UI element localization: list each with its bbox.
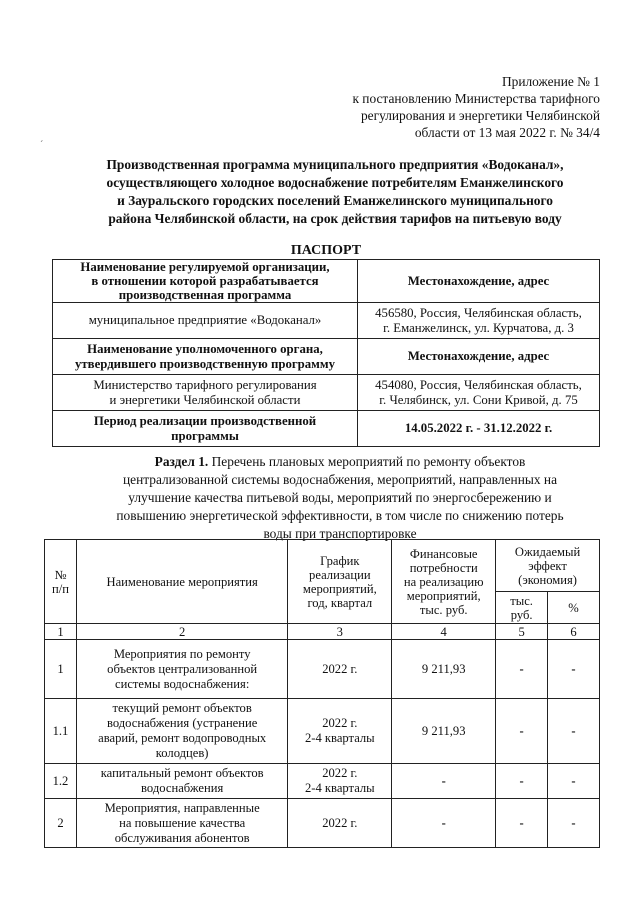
column-number: 4: [392, 624, 496, 640]
passport-row: [53, 260, 600, 303]
appendix-note: [300, 73, 600, 141]
table-row: [45, 699, 600, 764]
cell-line: производственная программа: [118, 288, 292, 302]
row-effect-rub: -: [496, 699, 548, 764]
cell-line: текущий ремонт объектов: [112, 701, 252, 715]
cell-line: мероприятий,: [406, 588, 481, 603]
cell-line: 2-4 кварталы: [304, 731, 375, 745]
column-number: 3: [288, 624, 392, 640]
cell-line: год, квартал: [307, 595, 373, 610]
row-effect-percent: -: [548, 640, 600, 699]
cell-line: Наименование регулируемой организации,: [80, 260, 330, 274]
cell-line: №: [54, 567, 67, 582]
cell-line: на реализацию: [403, 574, 484, 589]
row-measure-name: [76, 764, 287, 799]
passport-cell-authority-address: [358, 375, 600, 411]
cell-line: 456580, Россия, Челябинская область,: [375, 305, 582, 320]
cell-line: График: [320, 553, 360, 568]
cell-line: Министерство тарифного регулирования: [93, 377, 317, 392]
cell-line: тыс.: [510, 593, 533, 608]
cell-line: эффект: [528, 558, 567, 573]
cell-line: г. Еманжелинск, ул. Курчатова, д. 3: [383, 320, 574, 335]
row-financing: -: [392, 764, 496, 799]
row-measure-name: [76, 699, 287, 764]
cell-line: Финансовые: [409, 546, 478, 561]
appendix-line: Приложение № 1: [501, 74, 600, 89]
cell-line: колодцев): [155, 746, 209, 760]
appendix-line: к постановлению Министерства тарифного: [352, 91, 600, 106]
row-measure-name: [76, 799, 287, 848]
cell-line: Мероприятия по ремонту: [113, 646, 251, 661]
passport-row: [53, 411, 600, 447]
cell-line: мероприятий,: [302, 581, 377, 596]
cell-line: в отношении которой разрабатывается: [91, 274, 319, 288]
cell-line: водоснабжения: [141, 781, 224, 795]
cell-line: (экономия): [518, 572, 577, 587]
section-line: улучшение качества питьевой воды, мероприятий по энергосбережению и: [128, 490, 552, 505]
row-number: 1.2: [45, 764, 77, 799]
cell-line: Период реализации производственной: [93, 413, 317, 428]
row-schedule: [288, 699, 392, 764]
row-financing: 9 211,93: [392, 640, 496, 699]
row-effect-rub: -: [496, 764, 548, 799]
passport-cell-org-address: [358, 303, 600, 339]
cell-line: 2022 г.: [322, 766, 358, 780]
document-title: [70, 156, 600, 228]
section-line: [90, 453, 590, 471]
cell-line: Наименование уполномоченного органа,: [87, 341, 323, 356]
row-number: 1: [45, 640, 77, 699]
passport-table: [52, 259, 600, 447]
passport-cell-period-header: [53, 411, 358, 447]
passport-cell-org-name-header: [53, 260, 358, 303]
passport-cell-period: 14.05.2022 г. - 31.12.2022 г.: [358, 411, 600, 447]
cell-line: тыс. руб.: [419, 602, 468, 617]
cell-line: на повышение качества: [119, 815, 246, 830]
cell-line: 2-4 кварталы: [304, 781, 375, 795]
appendix-line: регулирования и энергетики Челябинской: [360, 108, 600, 123]
column-number: 1: [45, 624, 77, 640]
row-financing: 9 211,93: [392, 699, 496, 764]
passport-row: [53, 339, 600, 375]
cell-line: и энергетики Челябинской области: [109, 392, 301, 407]
row-number: 1.1: [45, 699, 77, 764]
stray-mark: ´: [40, 140, 44, 151]
header-measure-name: Наименование мероприятия: [76, 540, 287, 624]
section-1-heading: [90, 453, 590, 543]
table-row: [45, 764, 600, 799]
row-schedule: [288, 764, 392, 799]
section-line: централизованной системы водоснабжения, мероприятий, направленных на: [122, 472, 558, 487]
column-number: 6: [548, 624, 600, 640]
column-number: 5: [496, 624, 548, 640]
header-number: [45, 540, 77, 624]
title-line: осуществляющего холодное водоснабжение потребителям Еманжелинского: [106, 175, 564, 190]
measures-header-row: [45, 540, 600, 592]
cell-line: аварий, ремонт водопроводных: [98, 731, 267, 745]
passport-heading: ПАСПОРТ: [290, 243, 362, 258]
cell-line: г. Челябинск, ул. Сони Кривой, д. 75: [379, 392, 578, 407]
column-number-row: [45, 624, 600, 640]
cell-line: обслуживания абонентов: [114, 830, 250, 845]
header-effect-rub: [496, 592, 548, 624]
table-row: [45, 799, 600, 848]
measures-table: [44, 539, 600, 848]
passport-cell-address-header: Местонахождение, адрес: [358, 260, 600, 303]
cell-line: утвердившего производственную программу: [74, 356, 335, 371]
row-effect-percent: -: [548, 764, 600, 799]
cell-line: программы: [171, 428, 239, 443]
column-number: 2: [76, 624, 287, 640]
row-financing: -: [392, 799, 496, 848]
title-line: Производственная программа муниципального предприятия «Водоканал»,: [106, 157, 564, 172]
row-number: 2: [45, 799, 77, 848]
section-label: Раздел 1.: [154, 454, 209, 469]
row-effect-percent: -: [548, 699, 600, 764]
cell-line: п/п: [51, 581, 69, 596]
cell-line: реализации: [309, 567, 371, 582]
row-effect-rub: -: [496, 640, 548, 699]
passport-cell-authority-name: [53, 375, 358, 411]
cell-line: Мероприятия, направленные: [104, 800, 260, 815]
cell-line: 454080, Россия, Челябинская область,: [375, 377, 582, 392]
header-financing: [392, 540, 496, 624]
passport-cell-address-header: Местонахождение, адрес: [358, 339, 600, 375]
row-effect-rub: -: [496, 799, 548, 848]
row-schedule: 2022 г.: [288, 640, 392, 699]
cell-line: руб.: [510, 607, 533, 622]
cell-line: системы водоснабжения:: [115, 676, 250, 691]
appendix-line: области от 13 мая 2022 г. № 34/4: [414, 125, 600, 140]
cell-line: Ожидаемый: [514, 544, 581, 559]
cell-line: водоснабжения (устранение: [106, 716, 258, 730]
header-effect-percent: %: [548, 592, 600, 624]
section-line: воды при транспортировке: [263, 526, 417, 541]
row-effect-percent: -: [548, 799, 600, 848]
passport-cell-org-name: муниципальное предприятие «Водоканал»: [53, 303, 358, 339]
cell-line: капитальный ремонт объектов: [100, 766, 264, 780]
cell-line: потребности: [409, 560, 478, 575]
title-line: и Зауральского городских поселений Еманжелинского муниципального: [117, 193, 553, 208]
passport-row: [53, 303, 600, 339]
cell-line: 2022 г.: [322, 716, 358, 730]
title-line: района Челябинской области, на срок действия тарифов на питьевую воду: [108, 211, 562, 226]
section-text: Перечень плановых мероприятий по ремонту объектов: [208, 454, 526, 469]
row-schedule: 2022 г.: [288, 799, 392, 848]
section-line: повышению энергетической эффективности, в том числе по снижению потерь: [116, 508, 564, 523]
table-row: [45, 640, 600, 699]
passport-row: [53, 375, 600, 411]
passport-cell-authority-header: [53, 339, 358, 375]
header-schedule: [288, 540, 392, 624]
cell-line: объектов централизованной: [107, 661, 258, 676]
header-expected-effect: [496, 540, 600, 592]
row-measure-name: [76, 640, 287, 699]
